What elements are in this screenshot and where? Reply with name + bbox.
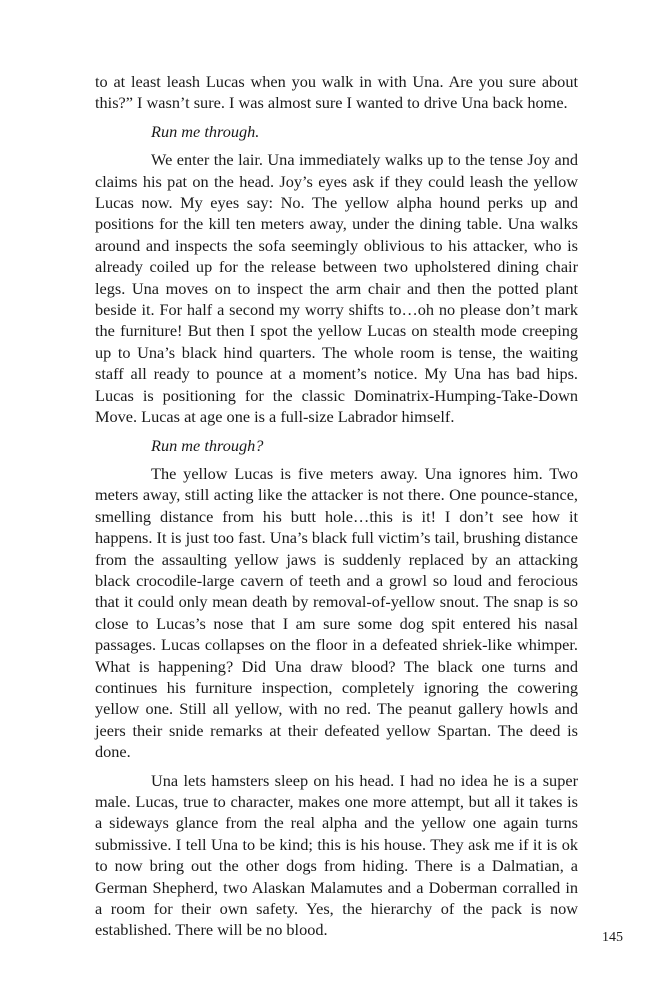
page-number: 145: [602, 930, 623, 945]
thought-line: Run me through?: [151, 435, 264, 455]
paragraph: Una lets hamsters sleep on his head. I had no idea he is a super male. Lucas, true to character, makes one more attempt, but all it takes is a sideways glance from the real alpha and the yellow one again turns submissive. I tell Una to be kind; this is his house. They ask me if it is ok to now bring out the other dogs from hiding. There is a Dalmatian, a German Shepherd, two Alaskan Malamutes and a Doberman corralled in a room for their own safety. Yes, the hierarchy of the pack is now established. There will be no blood.: [95, 770, 578, 940]
paragraph-continuation: to at least leash Lucas when you walk in with Una. Are you sure about this?” I wasn’t sure. I was almost sure I wanted to drive Una back home.: [95, 72, 578, 113]
thought-line: Run me through.: [151, 121, 260, 141]
paragraph: We enter the lair. Una immediately walks up to the tense Joy and claims his pat on the head. Joy’s eyes ask if they could leash the yellow Lucas now. My eyes say: No. The yellow alpha hound perks up and positions for the kill ten meters away, under the dining table. Una walks around and inspects the sofa seemingly oblivious to his attacker, who is already coiled up for the release between two upholstered dining chair legs. Una moves on to inspect the arm chair and then the potted plant beside it. For half a second my worry shifts to…oh no please don’t mark the furniture! But then I spot the yellow Lucas on stealth mode creeping up to Una’s black hind quarters. The whole room is tense, the waiting staff all ready to pounce at a moment’s notice. My Una has bad hips. Lucas is positioning for the classic Dominatrix-Humping-Take-Down Move. Lucas at age one is a full-size Labrador himself.: [95, 150, 578, 427]
page-body: [95, 71, 578, 948]
paragraph: The yellow Lucas is five meters away. Una ignores him. Two meters away, still acting like the attacker is not there. One pounce-stance, smelling distance from his butt hole…this is it! I don’t see how it happens. It is just too fast. Una’s black full victim’s tail, brushing distance from the assaulting yellow jaws is suddenly replaced by an attacking black crocodile-large cavern of teeth and a growl so loud and ferocious that it could only mean death by removal-of-yellow snout. The snap is so close to Lucas’s nose that I am sure some dog spit entered his nasal passages. Lucas collapses on the floor in a defeated shriek-like whimper. What is happening? Did Una draw blood? The black one turns and continues his furniture inspection, completely ignoring the cowering yellow one. Still all yellow, with no red. The peanut gallery howls and jeers their snide remarks at their defeated yellow Spartan. The deed is done.: [95, 463, 578, 762]
